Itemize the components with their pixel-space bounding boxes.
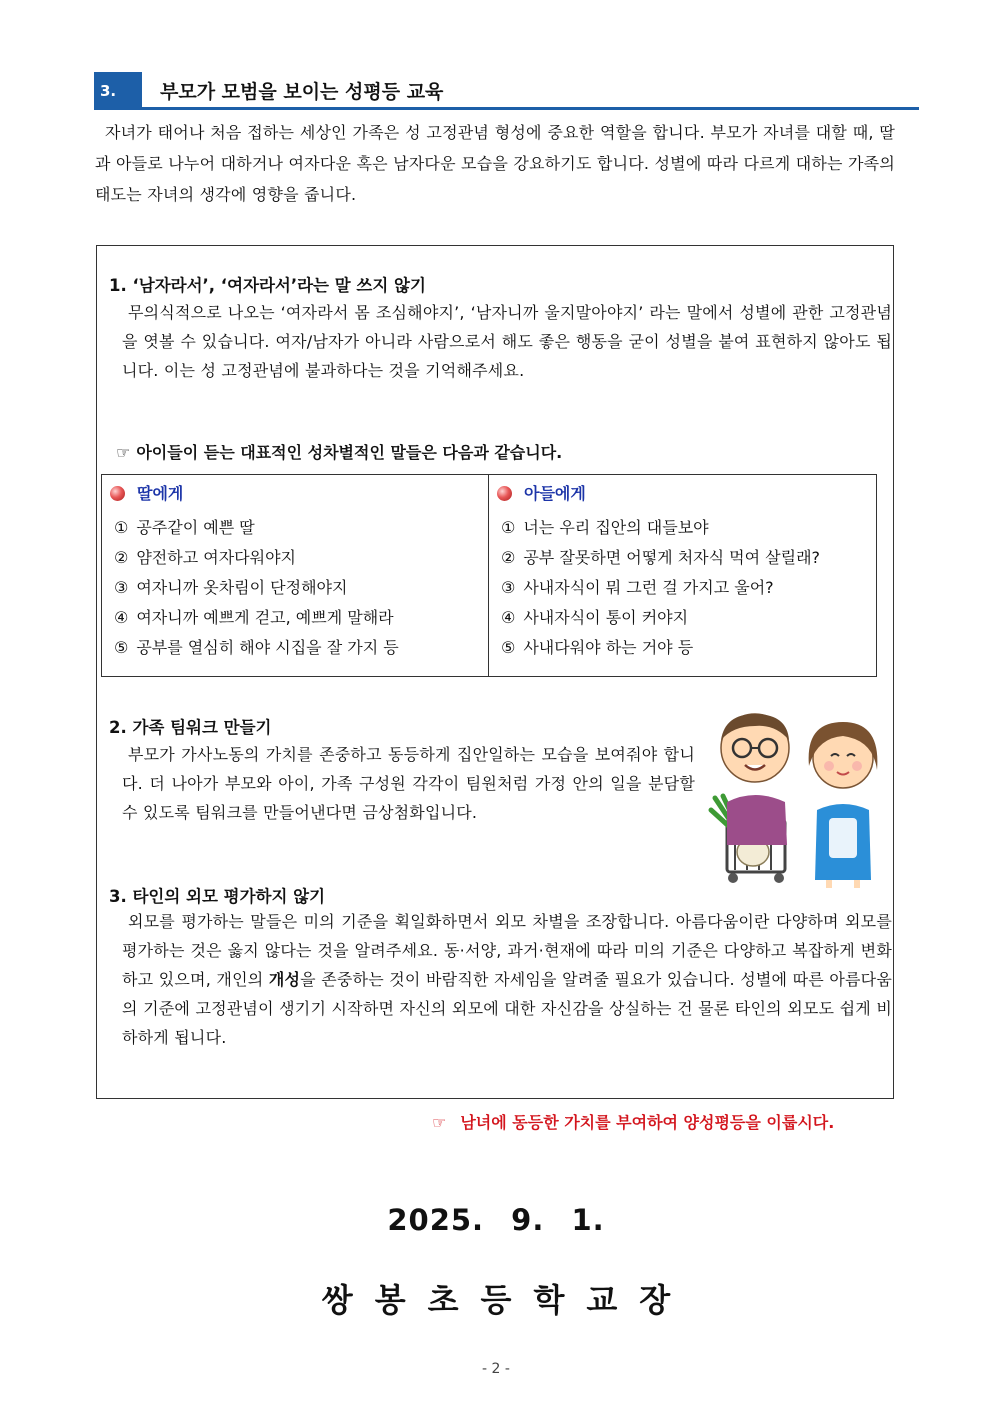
son-column	[489, 475, 876, 676]
slogan	[432, 1110, 834, 1133]
list-item	[114, 573, 399, 603]
item-text: 공주같이 예쁜 딸	[136, 518, 255, 537]
section-intro: 자녀가 태어나 처음 접하는 세상인 가족은 성 고정관념 형성에 중요한 역할을 합니다. 부모가 자녀를 대할 때, 딸과 아들로 나누어 대하거나 여자다운 혹은 남자다운 모습을 강요하기도 합니다. 성별에 따라 다르게 대하는 가족의 태도는 자녀의 생각에 영향을 줍니다.	[95, 123, 895, 204]
list-item	[501, 603, 820, 633]
item-text: 여자니까 예쁘게 걷고, 예쁘게 말해라	[136, 608, 394, 627]
issue-date: 2025. 9. 1.	[387, 1203, 605, 1237]
mother-figure	[809, 722, 878, 888]
item-number: ②	[501, 548, 516, 567]
tip2-body: 부모가 가사노동의 가치를 존중하고 동등하게 집안일하는 모습을 보여줘야 합니다. 더 나아가 부모와 아이, 가족 구성원 각각이 팀원처럼 가정 안의 일을 분담할 수 있도록 팀워크를 만들어낸다면 금상첨화입니다.	[122, 745, 695, 822]
item-number: ①	[501, 518, 516, 537]
sexist-phrases-table	[101, 474, 877, 677]
tip3-heading: 3. 타인의 외모 평가하지 않기	[109, 887, 326, 906]
daughter-header-label: 딸에게	[137, 484, 184, 503]
tip2-heading: 2. 가족 팀워크 만들기	[109, 718, 272, 737]
item-number: ③	[114, 578, 129, 597]
father-figure	[721, 714, 789, 845]
tip1-body: 무의식적으로 나오는 ‘여자라서 몸 조심해야지’, ‘남자니까 울지말아야지’ 라는 말에서 성별에 관한 고정관념을 엿볼 수 있습니다. 여자/남자가 아니라 사람으로서 해도 좋은 행동을 굳이 성별을 붙여 표현하지 않아도 됩니다. 이는 성 고정관념에 불과하다는 것을 기억해주세요.	[122, 303, 892, 380]
school-principal-signature: 쌍봉초등학교장	[321, 1281, 693, 1319]
son-header-label: 아들에게	[524, 484, 586, 503]
list-item	[501, 543, 820, 573]
pointer-text: 아이들이 듣는 대표적인 성차별적인 말들은 다음과 같습니다.	[136, 443, 563, 462]
tip3-body-text-continued: 을 존중하는 것이 바람직한 자세임을 알려줄 필요가 있습니다. 성별에 따른 아름다움의 기준에 고정관념이 생기기 시작하면 자신의 외모에 대한 자신감을 상실하는 건 물론 타인의 외모도 쉽게 비하하게 됩니다.	[122, 970, 892, 1047]
list-item	[501, 513, 820, 543]
list-item	[501, 633, 820, 663]
tip1-pointer	[116, 440, 562, 463]
red-bullet-icon	[110, 486, 125, 501]
son-phrase-list	[501, 513, 820, 663]
daughter-phrase-list	[114, 513, 399, 663]
list-item	[114, 543, 399, 573]
daughter-column-header	[110, 481, 183, 504]
list-item	[114, 633, 399, 663]
tip1-heading: 1. ‘남자라서’, ‘여자라서’라는 말 쓰지 않기	[109, 276, 426, 295]
item-text: 여자니까 옷차림이 단정해야지	[136, 578, 348, 597]
item-number: ⑤	[501, 638, 516, 657]
item-number: ③	[501, 578, 516, 597]
red-bullet-icon	[497, 486, 512, 501]
section-header	[94, 72, 919, 110]
section-number: 3.	[94, 72, 142, 108]
family-couple-illustration	[705, 710, 895, 890]
page-number: - 2 -	[482, 1361, 510, 1377]
slogan-text: 남녀에 동등한 가치를 부여하여 양성평등을 이룹시다.	[460, 1113, 835, 1132]
list-item	[114, 603, 399, 633]
item-text: 너는 우리 집안의 대들보야	[523, 518, 709, 537]
pointing-hand-icon: ☞	[116, 443, 131, 462]
son-column-header	[497, 481, 586, 504]
item-number: ④	[501, 608, 516, 627]
item-text: 얌전하고 여자다워야지	[136, 548, 296, 567]
pointing-hand-icon: ☞	[432, 1113, 447, 1132]
item-text: 사내다워야 하는 거야 등	[523, 638, 694, 657]
tip3-body	[122, 907, 892, 1052]
tip3-emphasis: 개성	[268, 970, 301, 989]
item-number: ②	[114, 548, 129, 567]
item-number: ④	[114, 608, 129, 627]
list-item	[501, 573, 820, 603]
daughter-column	[102, 475, 489, 676]
section-divider	[94, 107, 919, 110]
item-number: ⑤	[114, 638, 129, 657]
item-number: ①	[114, 518, 129, 537]
list-item	[114, 513, 399, 543]
item-text: 사내자식이 뭐 그런 걸 가지고 울어?	[523, 578, 774, 597]
tip3-body-text: 외모를 평가하는 말들은 미의 기준을 획일화하면서 외모 차별을 조장합니다. 아름다움이란 다양하며 외모를 평가하는 것은 옳지 않다는 것을 알려주세요. 동·서양, 과거·현재에 따라 미의 기준은 다양하고 복잡하게 변화하고 있으며, 개인의	[122, 912, 892, 989]
item-text: 공부를 열심히 해야 시집을 잘 가지 등	[136, 638, 399, 657]
section-title: 부모가 모범을 보이는 성평등 교육	[160, 81, 444, 103]
item-text: 공부 잘못하면 어떻게 처자식 먹여 살릴래?	[523, 548, 821, 567]
item-text: 사내자식이 통이 커야지	[523, 608, 689, 627]
